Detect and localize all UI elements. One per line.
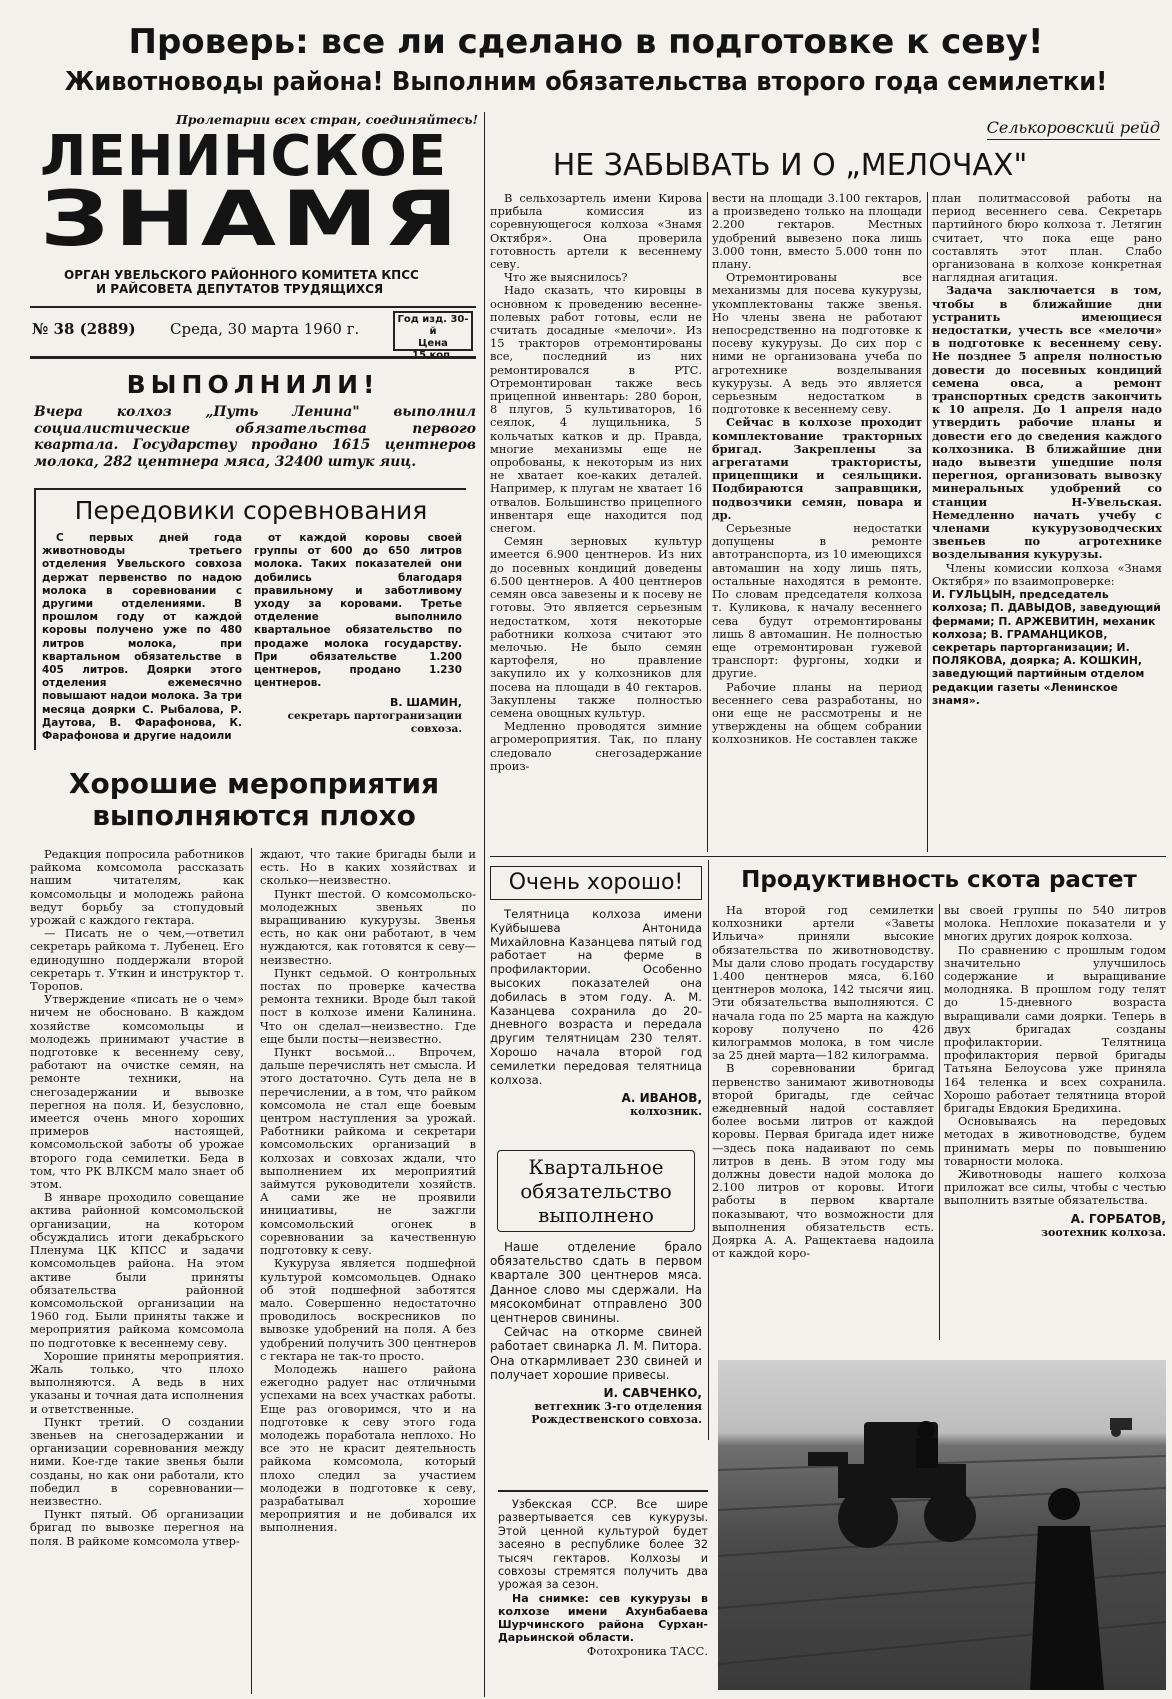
reid-col2-p1: вести на площади 3.100 гектаров, а произведено только на площади 2.200 гектаров. Местных удобрений вывезено пока лишь 3.000 тонн, вместо 5.000 тонн по плану. — [712, 192, 922, 272]
kvartal-title-line2: обязательство — [520, 1179, 672, 1203]
horoshie-col2-p6: Молодежь нашего района ежегодно радует нас отличными успехами на всех участках работы. Еще раз оговоримся, что и на подготовке к севу этого года молодежь поработала неплохо. Но все это не красит деятельность райкома комсомола, который плохо следил за участием молодежи в подготовке к севу, разрабатывал хорошие мероприятия и не добивался их выполнения. — [260, 1361, 476, 1535]
kvartal-signature-role2: Рождественского совхоза. — [531, 1413, 702, 1427]
horoshie-col2 — [260, 848, 476, 1694]
vypolnili-text: Вчера колхоз „Путь Ленина" выполнил социалистические обязательства первого квартала. Государству продано 1615 центнеров молока, 282 центнера мяса, 32400 штук яиц. — [34, 404, 476, 470]
produkt-signature: А. ГОРБАТОВ, — [1070, 1211, 1166, 1226]
reid-col3-p2: Задача заключается в том, чтобы в ближайшие дни устранить имеющиеся недостатки, учесть все «мелочи» в подготовке к весеннему севу. Не позднее 5 апреля полностью довести до посевных кондиций семена овса, а ремонт транспортных средств закончить к 10 апреля. До 1 апреля надо утвердить рабочие планы и довести его до сведения каждого колхозника. В ближайшие дни надо вывезти ушедшие поля перегноя, организовать вывозку минеральных удобрений со станции Н-Увельская. Немедленно начать учебу с членами кукурузоводческих звеньев по агротехнике возделывания кукурузы. — [932, 283, 1162, 562]
column-rule-left — [484, 112, 485, 1697]
peredoviki-signature-role: секретарь партогранизации совхоза. — [287, 710, 462, 736]
horoshie-col1 — [30, 848, 244, 1694]
reid-col2-p4: Серьезные недостатки допущены в ремонте автотранспорта, из 10 имеющихся автомашин на ходу лишь пять, остальные находятся в ремонте. По словам председателя колхоза т. Куликова, к началу весеннего сева будут отремонтированы лишь 8 автомашин. Не полностью еще отремонтирован гужевой транспорт: фургоны, ходки и другие. — [712, 521, 922, 681]
horoshie-col1-p3: Утверждение «писать не о чем» ничем не обосновано. В каждом хозяйстве комсомольцы и молодежь принимают участие в подготовке к весеннему севу, работают на очистке семян, на ремонте техники, на снегозадержании и вывозке перегноя на поля. И, безусловно, имеется очень много хороших примеров настоящей, комсомольской заботы об урожае второго года семилетки. Беда в том, что РК ВЛКСМ мало знает об этом. — [30, 992, 244, 1192]
kvartal-signature-role1: ветгехник 3-го отделения — [534, 1400, 702, 1414]
horoshie-col1-p5: Хорошие приняты мероприятия. Жаль только, что плохо выполняются. А ведь в них указаны и точная дата исполнения и ответственные. — [30, 1348, 244, 1416]
produkt-title: Продуктивность скота растет — [741, 867, 1137, 893]
reid-title: НЕ ЗАБЫВАТЬ И О „МЕЛОЧАХ" — [552, 148, 1028, 183]
price-box — [393, 311, 473, 351]
tass-credit: Фотохроника ТАСС. — [586, 1643, 708, 1658]
publication-year: Год изд. 30-й — [397, 314, 469, 337]
walking-man — [1030, 1488, 1104, 1690]
reid-col1-p2: Что же выяснилось? — [504, 270, 628, 285]
produkt-col1-p1: На второй год семилетки колхозники артели «Заветы Ильича» приняли высокие обязательства по животноводству. Мы дали слово продать государству 1.400 центнеров мяса, 6.160 центнеров молока, 142 тысячи яиц. Эти обязательства выполняются. С начала года по 25 марта на каждую корову получено по 426 килограммов молока, в том числе за 25 дней марта—182 килограмма. — [712, 904, 934, 1063]
horoshie-col2-p2: Пункт шестой. О комсомольско-молодежных звеньях по выращиванию кукурузы. Звенья есть, но как они работают, в чем нуждаются, как готовятся к севу—неизвестно. — [260, 886, 476, 967]
horoshie-col2-p5: Кукуруза является подшефной культурой комсомольцев. Однако об этой подшефной заботятся мало. Совершенно недостаточно проводилось воскресников по вывозке удобрений на поля. А без удобрений получить 300 центнеров с гектара не так-то просто. — [260, 1256, 476, 1363]
reid-col3-p1: план политмассовой работы на период весеннего сева. Секретарь партийного бюро колхоза т. Летягин считает, что пока еще рано составлять этот план. Слабо организована в колхозе конкретная наглядная агитация. — [932, 192, 1162, 285]
produkt-signature-role: зоотехник колхоза. — [1041, 1225, 1166, 1239]
ochen-text: Телятница колхоза имени Куйбышева Антонида Михайловна Казанцева пятый год работает на ферме в профилактории. Особенно высоких показателей она добилась в этом году. А. М. Казанцева сохранила до 20-дневного возраста и передала другим телятницам 230 телят. Хорошо начала второй год семилетки передовая телятница колхоза. — [490, 907, 702, 1087]
tractor-photo — [718, 1360, 1166, 1690]
tass-caption: На снимке: сев кукурузы в колхозе имени Ахунбабаева Шурчинского района Сурхан-Дарьинской области. — [498, 1591, 708, 1645]
peredoviki-title: Передовики соревнования — [74, 496, 428, 525]
kvartal-block — [490, 1150, 702, 1480]
reid-col1-p4: Семян зерновых культур имеется 6.900 центнеров. Из них до посевных кондиций доведены 6.500 центнеров. А 400 центнеров семян овса завезены и к посеву не готовы. Это является серьезным недостатком, хотя некоторые работники колхоза считают это мелочью. Не было семян картофеля, но правление закупило их у колхозников для посева на площади в 40 гектаров. Закуплены также полностью семена овощных культур. — [490, 534, 702, 720]
ochen-title: Очень хорошо! — [490, 866, 702, 900]
distant-tractor — [1110, 1418, 1132, 1437]
tractor-shape — [808, 1422, 976, 1548]
horoshie-col2-p4: Пункт восьмой... Впрочем, дальше перечислять нет смысла. И этого достаточно. Суть дела не в перечислении, а в том, что райком комсомола не стал еще боевым центром наступления за урожай. Работники райкома и секретари комсомольских организаций в колхозах и совхозах ждали, что выполнением их мероприятий займутся руководители хозяйств. А сами же не проявили инициативы, не зажгли комсомольский огонек в соревновании за качественную подготовку к севу. — [260, 1045, 476, 1258]
horoshie-col1-p2: — Писать не о чем,—ответил секретарь райкома т. Лубенец. Его единодушно поддержали второй секретарь т. Уткин и инструктор т. Торопов. — [30, 926, 244, 994]
slogan-primary: Проверь: все ли сделано в подготовке к севу! — [128, 22, 1044, 62]
ochen-signature: А. ИВАНОВ, — [621, 1091, 702, 1106]
horoshie-column-rule — [251, 848, 252, 1694]
masthead-rule-bottom — [30, 356, 476, 359]
horoshie-col1-p4: В январе проходило совещание актива районной комсомольской организации, на котором обсуждались итоги декабрьского Пленума ЦК КПСС и задачи комсомольцев района. На этом активе были приняты обязательства районной комсомольской организации на 1960 год. Были приняты также и мероприятия райкома комсомола по подготовке к весеннему севу. — [30, 1190, 244, 1350]
ochen-block — [490, 866, 702, 1136]
reid-col1-p1: В сельхозартель имени Кирова прибыла комиссия из соревнующегося колхоза «Знамя Октября». Она проверила готовность артели к весеннему севу. — [490, 192, 702, 272]
peredoviki-col2 — [254, 532, 462, 744]
issue-number: № 38 (2889) — [32, 320, 136, 338]
vypolnili-block — [30, 370, 476, 480]
peredoviki-signature: В. ШАМИН, — [389, 696, 462, 710]
reid-col3-p4: И. ГУЛЬЦЫН, председатель колхоза; П. ДАВЫДОВ, заведующий фермами; П. АРЖЕВИТИН, механик колхоза; В. ГРАМАНЦИКОВ, секретарь парторганизации; И. ПОЛЯКОВА, доярка; А. КОШКИН, заведующий партийным отделом редакции газеты «Ленинское знамя». — [932, 588, 1161, 707]
horoshie-col1-p7: Пункт пятый. Об организации бригад по вывозке перегноя на поля. В райкоме комсомола утвер- — [30, 1507, 244, 1548]
ochen-signature-role: колхозник. — [630, 1105, 702, 1119]
kvartal-title-line1: Квартальное — [528, 1155, 664, 1179]
horoshie-col1-p6: Пункт третий. О создании звеньев на снегозадержании и организации соревнования между ними. Кое-где такие звенья были созданы, но как они работали, кто победил в соревновании—неизвестно. — [30, 1414, 244, 1508]
produkt-col2-p2: По сравнению с прошлым годом значительно улучшилось содержание и выращивание молодняка. В прошлом году телят до 15-дневного возраста выращивали сами доярки. Теперь в двух бригадах созданы профилактории. Телятница профилактория первой бригады Татьяна Белоусова уже приняла 164 теленка и всех сохранила. Хорошо работает телятница второй бригады Евдокия Бредихина. — [944, 942, 1166, 1116]
horoshie-title-line1: Хорошие мероприятия — [68, 767, 440, 800]
produkt-block — [712, 866, 1166, 1342]
peredoviki-text1: С первых дней года животноводы третьего отделения Увельского совхоза держат первенство по надою молока в соревновании с другими отделениями. В прошлом году от каждой коровы получено уже по 480 литров молока, при квартальном обязательстве в 405 литров. Доярки этого отделения ежемесячно повышают надои молока. За три месяца доярки С. Рыбалова, Р. Даутова, В. Фарафонова, К. Фарафонова и другие надоили — [42, 532, 242, 743]
peredoviki-col1 — [42, 532, 242, 744]
reid-col3 — [932, 192, 1162, 852]
tass-block — [498, 1490, 708, 1670]
reid-label: Селькоровский рейд — [987, 118, 1160, 140]
price-label: Цена — [418, 338, 448, 349]
reid-col2 — [712, 192, 922, 852]
peredoviki-block — [34, 488, 466, 750]
kvartal-signature: И. САВЧЕНКО, — [603, 1386, 702, 1401]
produkt-col1 — [712, 904, 934, 1340]
kvartal-title-box — [497, 1150, 695, 1232]
reid-col1 — [490, 192, 702, 852]
issue-date: Среда, 30 марта 1960 г. — [170, 320, 360, 338]
reid-col2-p3: Сейчас в колхозе проходит комплектование тракторных бригад. Закреплены за агрегатами трактористы, прицепщики и сеяльщики. Подбираются заправщики, подвозчики семян, повара и др. — [712, 415, 922, 522]
masthead-rule-top — [30, 306, 476, 308]
reid-col1-p3: Надо сказать, что кировцы в основном к проведению весенне-полевых работ готовы, если не считать досадные «мелочи». Из 15 тракторов отремонтированы все, последний из них ремонтировался в РТС. Отремонтирован также весь прицепной инвентарь: 280 борон, 8 плугов, 5 культиваторов, 16 сеялок, 4 лущильника, 5 кольчатых катков и др. Правда, многие механизмы еще не опробованы, к некоторым из них не хватает кое-каких деталей. Например, к плугам не хватает 16 отвалов. Большинство прицепного инвентаря еще находится под снегом. — [490, 283, 702, 536]
produkt-col2-p1: вы своей группы по 540 литров молока. Неплохие показатели и у многих других доярок колхоза. — [944, 904, 1166, 944]
masthead-title-line1: ЛЕНИНСКОЕ — [40, 124, 448, 189]
reid-col2-p2: Отремонтированы все механизмы для посева кукурузы, укомплектованы также звенья. Но члены звена не работают непосредственно на подготовке к посеву кукурузы. До сих пор с ними не организована учеба по агротехнике возделывания кукурузы. А ведь это является серьезным недостатком в подготовке к весеннему севу. — [712, 270, 922, 417]
vypolnili-title: ВЫПОЛНИЛИ! — [126, 370, 380, 399]
masthead-organ-line2: И РАЙСОВЕТА ДЕПУТАТОВ ТРУДЯЩИХСЯ — [96, 282, 384, 296]
slogan-secondary: Животноводы района! Выполним обязательства второго года семилетки! — [64, 67, 1108, 97]
reid-bottom-rule — [490, 856, 1166, 857]
reid-col3-p3: Члены комиссии колхоза «Знамя Октября» по взаимопроверке: — [932, 560, 1162, 588]
reid-col1-p5: Медленно проводятся зимние агромероприятия. Так, по плану следовало снегозадержание произ- — [490, 719, 702, 773]
masthead-motto: Пролетарии всех стран, соединяйтесь! — [175, 112, 478, 127]
horoshie-block — [30, 768, 478, 1696]
reid-column-rule-2 — [927, 192, 928, 852]
masthead-title-line2: ЗНАМЯ — [40, 174, 464, 263]
kvartal-title-line3: выполнено — [538, 1203, 654, 1227]
horoshie-title-line2: выполняются плохо — [92, 799, 416, 832]
reid-block — [490, 112, 1166, 852]
masthead-organ-line1: ОРГАН УВЕЛЬСКОГО РАЙОННОГО КОМИТЕТА КПСС — [64, 268, 419, 282]
tractor-driver — [916, 1421, 938, 1468]
produkt-col2-p3: Основываясь на передовых методах в животноводстве, будем принимать меры по повышению товарности молока. — [944, 1114, 1166, 1168]
tass-text: Узбекская ССР. Все шире развертывается сев кукурузы. Этой ценной культурой будет засеяно в республике более 32 тысяч гектаров. Колхозы и совхозы стремятся получить два урожая за сезон. — [498, 1498, 708, 1592]
horoshie-col2-p1: ждают, что такие бригады были и есть. Но в каких хозяйствах и сколько—неизвестно. — [260, 848, 476, 888]
kvartal-text1: Наше отделение брало обязательство сдать в первом квартале 300 центнеров мяса. Данное слово мы сдержали. На мясокомбинат отправлено 300 центнеров свинины. — [490, 1240, 702, 1326]
column-rule-mid — [708, 860, 709, 1440]
reid-column-rule-1 — [707, 192, 708, 852]
produkt-col2 — [944, 904, 1166, 1340]
produkt-col2-p4: Животноводы нашего колхоза приложат все силы, чтобы с честью выполнить взятые обязательства. — [944, 1167, 1166, 1208]
horoshie-col2-p3: Пункт седьмой. О контрольных постах по проверке качества ремонта техники. Вроде был такой пост в колхозе имени Калинина. Что он сделал—неизвестно. Где еще были посты—неизвестно. — [260, 965, 476, 1046]
produkt-column-rule — [939, 904, 940, 1340]
kvartal-text2: Сейчас на откорме свиней работает свинарка Л. М. Питора. Она откармливает 230 свиней и получает хорошие привесы. — [490, 1325, 702, 1382]
produkt-col1-p2: В соревновании бригад первенство занимают животноводы второй бригады, где сейчас ежедневный надой составляет более восьми литров от каждой коровы. Первая бригада идет ниже—здесь пока надаивают по семь литров в день. В этом году мы должны довести надой молока до 2.100 литров от коровы. Итоги работы в первом квартале показывают, что возможности для выполнения обязательств есть. Доярка А. А. Ращектаева надоила от каждой коро- — [712, 1061, 934, 1261]
masthead — [30, 108, 478, 376]
peredoviki-text2: от каждой коровы своей группы от 600 до 650 литров молока. Таких показателей они добились благодаря правильному и заботливому уходу за коровами. Третье отделение выполнило квартальное обязательство по продаже молока государству. При обязательстве 1.200 центнеров, продано 1.230 центнеров. — [254, 532, 462, 690]
horoshie-col1-p1: Редакция попросила работников райкома комсомола рассказать нашим читателям, как комсомольцы и молодежь района ведут борьбу за стопудовый урожай с каждого гектара. — [30, 848, 244, 928]
tractor-photo-svg — [718, 1360, 1166, 1690]
reid-col2-p5: Рабочие планы на период весеннего сева разработаны, но они еще не рассмотрены и не утверждены на общем собрании колхозников. Не составлен также — [712, 679, 922, 747]
